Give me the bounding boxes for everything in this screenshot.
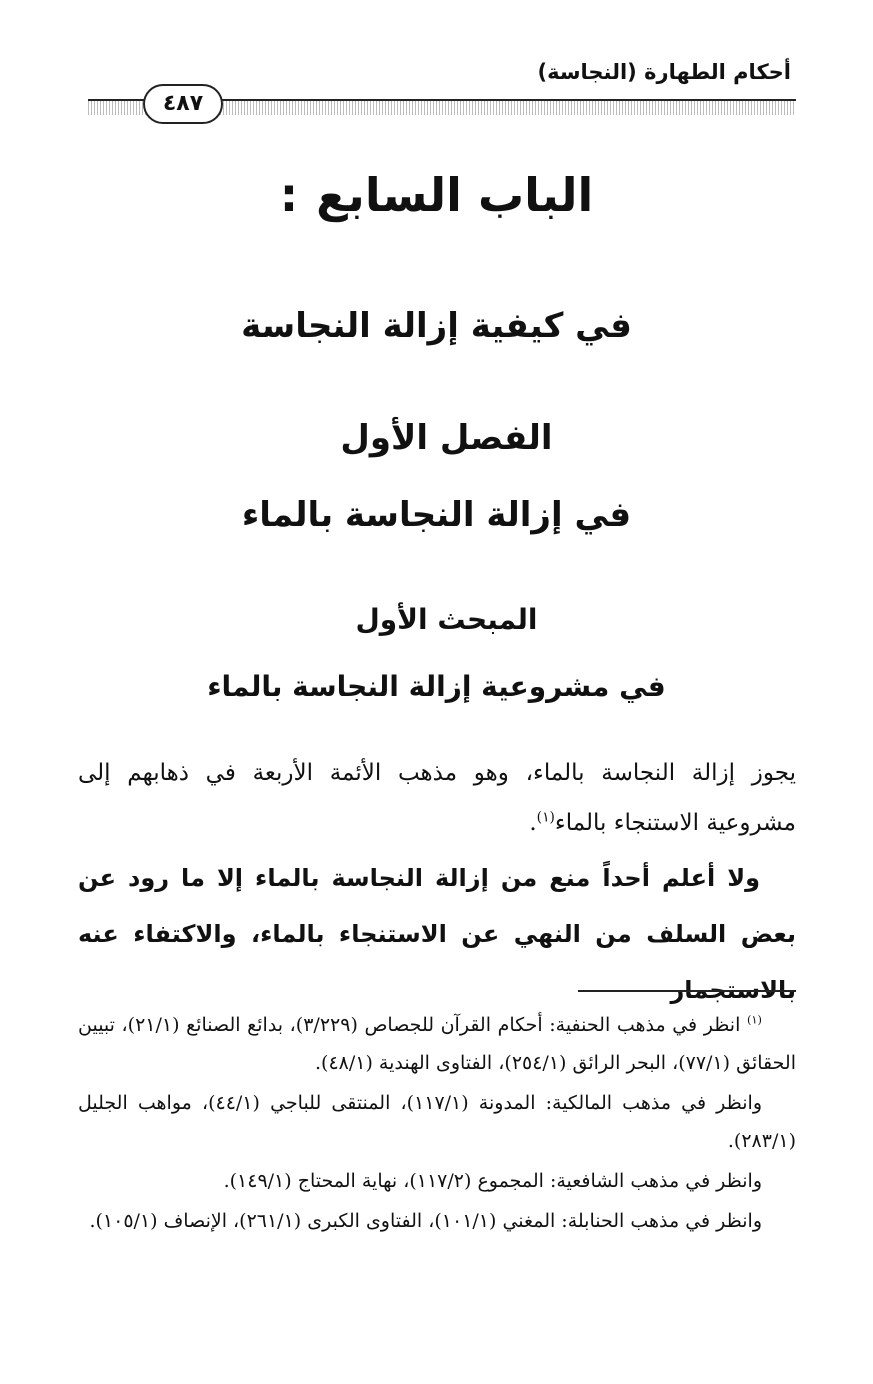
section-subtitle: في إزالة النجاسة بالماء (241, 495, 632, 535)
page-number: ٤٨٧ (143, 84, 223, 124)
footnote-1-text: انظر في مذهب الحنفية: أحكام القرآن للجصاص (٣/٢٢٩)، بدائع الصنائع (٢١/١)، تبيين الحقائق (٧٧/١)، البحر الرائق (٢٥٤/١)، الفتاوى الهندية (٤٨/١). (78, 1014, 796, 1074)
body-paragraph-1 (78, 748, 796, 848)
running-header-title: أحكام الطهارة (النجاسة) (537, 60, 791, 84)
footnote-4: وانظر في مذهب الحنابلة: المغني (١٠١/١)، الفتاوى الكبرى (٢٦١/١)، الإنصاف (١٠٥/١). (89, 1210, 762, 1232)
chapter-title (0, 168, 873, 222)
footnote-marker: (١) (746, 1012, 762, 1027)
section-title: الفصل الأول (340, 418, 553, 458)
chapter-subtitle: في كيفية إزالة النجاسة (241, 306, 632, 346)
footnote-3: وانظر في مذهب الشافعية: المجموع (١١٧/٢)، نهاية المحتاج (١٤٩/١). (223, 1170, 762, 1192)
body-paragraph-1-end: . (529, 810, 537, 836)
footnote-separator (578, 990, 796, 992)
footnote-reference: (١) (536, 809, 555, 826)
body-paragraph-2: ولا أعلم أحداً منع من إزالة النجاسة بالماء إلا ما رود عن بعض السلف من النهي عن الاستنجاء بالماء، والاكتفاء عنه بالاستجمار (78, 864, 796, 1004)
footnote-1 (78, 1006, 796, 1082)
body-paragraph-1-text: يجوز إزالة النجاسة بالماء، وهو مذهب الأئمة الأربعة في ذهابهم إلى مشروعية الاستنجاء بالماء (78, 760, 796, 836)
chapter-title-colon: : (279, 168, 299, 222)
footnotes (78, 1006, 796, 1242)
topic-title: المبحث الأول (355, 603, 538, 636)
chapter-title-text: الباب السابع (316, 168, 594, 222)
topic-subtitle: في مشروعية إزالة النجاسة بالماء (207, 670, 666, 703)
footnote-2: وانظر في مذهب المالكية: المدونة (١١٧/١)، المنتقى للباجي (٤٤/١)، مواهب الجليل (٢٨٣/١). (78, 1092, 796, 1152)
